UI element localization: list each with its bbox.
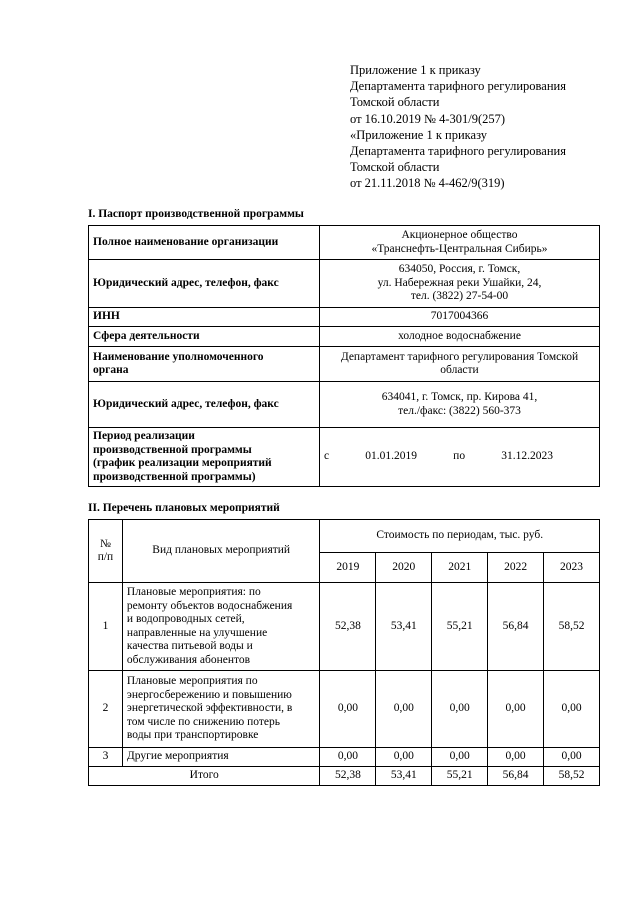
row-label: [89, 347, 320, 382]
cost-cell: 0,00: [432, 671, 488, 748]
table-row: [89, 226, 600, 260]
value-line: ул. Набережная реки Ушайки, 24,: [377, 276, 542, 289]
year-header: 2022: [488, 553, 544, 583]
cost-cell: 0,00: [488, 748, 544, 767]
row-desc: [122, 583, 320, 671]
table-header-row: [89, 520, 600, 553]
value-line: 634041, г. Томск, пр. Кирова 41,: [381, 391, 538, 403]
header-line: п/п: [97, 551, 114, 563]
row-value: [320, 260, 600, 308]
period-value: [320, 428, 600, 487]
value-line: 634050, Россия, г. Томск,: [398, 263, 521, 276]
total-cell: 58,52: [544, 767, 600, 786]
label-line: производственной программы: [93, 443, 252, 456]
row-value: [320, 327, 600, 347]
value-line: «Транснефть-Центральная Сибирь»: [371, 242, 548, 255]
cost-cell: 0,00: [320, 671, 376, 748]
cost-cell: 53,41: [376, 583, 432, 671]
header-line: Томской области: [350, 160, 440, 175]
total-cell: 52,38: [320, 767, 376, 786]
table-row: [89, 748, 600, 767]
cost-cell: 0,00: [544, 748, 600, 767]
desc-line: ремонту объектов водоснабжения: [126, 599, 293, 612]
cost-cell: 0,00: [488, 671, 544, 748]
desc-line: обслуживания абонентов: [126, 653, 251, 666]
row-label: ИНН: [89, 308, 320, 327]
cost-cell: 0,00: [376, 671, 432, 748]
cost-cell: 52,38: [320, 583, 376, 671]
events-table: [88, 519, 600, 786]
header-line: от 21.11.2018 № 4-462/9(319): [350, 176, 505, 191]
desc-line: воды при транспортировке: [126, 729, 259, 742]
period-to-date: 31.12.2023: [501, 450, 553, 463]
passport-table: [88, 225, 600, 487]
table-row: [89, 583, 600, 671]
year-header: 2021: [432, 553, 488, 583]
total-cell: 55,21: [432, 767, 488, 786]
row-num: 1: [89, 583, 123, 671]
header-line: от 16.10.2019 № 4-301/9(257): [350, 111, 506, 126]
total-label: Итого: [89, 767, 320, 786]
desc-line: Плановые мероприятия по: [126, 675, 258, 688]
desc-line: Другие мероприятия: [126, 750, 229, 763]
row-label: Юридический адрес, телефон, факс: [89, 382, 320, 428]
row-num: 2: [89, 671, 123, 748]
value-line: Департамент тарифного регулирования Томской: [340, 350, 579, 363]
header-line: Департамента тарифного регулирования: [350, 144, 566, 159]
label-line: производственной программы): [93, 470, 256, 483]
total-row: [89, 767, 600, 786]
value-line: тел./факс: (3822) 560-373: [398, 404, 521, 417]
period-from-date: 01.01.2019: [365, 450, 418, 463]
total-cell: 53,41: [376, 767, 432, 786]
cost-cell: 0,00: [320, 748, 376, 767]
col-cost-header: Стоимость по периодам, тыс. руб.: [320, 520, 600, 553]
cost-cell: 0,00: [432, 748, 488, 767]
year-header: 2019: [320, 553, 376, 583]
header-line: Департамента тарифного регулирования: [350, 79, 566, 94]
row-value: [320, 308, 600, 327]
desc-line: направленные на улучшение: [126, 626, 268, 639]
period-to-word: по: [453, 450, 466, 463]
header-line: «Приложение 1 к приказу: [350, 127, 488, 142]
header-line: Приложение 1 к приказу: [350, 63, 481, 77]
cost-cell: 0,00: [376, 748, 432, 767]
value-line: холодное водоснабжение: [398, 329, 521, 342]
cost-cell: 0,00: [544, 671, 600, 748]
label-line: органа: [93, 364, 129, 376]
period-label: [89, 428, 320, 487]
table-row: [89, 382, 600, 428]
desc-line: энергосбережению и повышению: [126, 688, 292, 701]
period-from-word: с: [324, 450, 330, 463]
year-header: 2020: [376, 553, 432, 583]
year-header: 2023: [544, 553, 600, 583]
label-line: Наименование уполномоченного: [93, 350, 264, 363]
row-value: [320, 226, 600, 260]
col-num-header: [89, 520, 123, 583]
events-title: II. Перечень плановых мероприятий: [88, 502, 280, 514]
value-line: 7017004366: [430, 310, 489, 323]
table-row: [89, 327, 600, 347]
row-label: Юридический адрес, телефон, факс: [89, 260, 320, 308]
cost-cell: 58,52: [544, 583, 600, 671]
row-label: Полное наименование организации: [89, 226, 320, 260]
desc-line: энергетической эффективности, в: [126, 702, 293, 715]
value-line: Акционерное общество: [401, 229, 518, 241]
label-line: (график реализации мероприятий: [93, 457, 272, 469]
table-row: [89, 347, 600, 382]
table-row: [89, 671, 600, 748]
col-desc-header: Вид плановых мероприятий: [122, 520, 320, 583]
value-line: области: [440, 364, 479, 376]
value-line: тел. (3822) 27-54-00: [410, 290, 509, 303]
desc-line: и водопроводных сетей,: [126, 613, 245, 625]
passport-title: I. Паспорт производственной программы: [88, 208, 304, 220]
appendix-header: [350, 62, 566, 192]
header-line: №: [99, 537, 111, 550]
desc-line: Плановые мероприятия: по: [126, 586, 261, 598]
row-label: Сфера деятельности: [89, 327, 320, 347]
table-row: [89, 260, 600, 308]
table-row: [89, 308, 600, 327]
row-value: [320, 382, 600, 428]
label-line: Период реализации: [93, 430, 195, 442]
desc-line: том числе по снижению потерь: [126, 715, 280, 728]
cost-cell: 55,21: [432, 583, 488, 671]
row-value: [320, 347, 600, 382]
header-line: Томской области: [350, 95, 440, 110]
desc-line: качества питьевой воды и: [126, 640, 253, 652]
total-cell: 56,84: [488, 767, 544, 786]
table-row: [89, 428, 600, 487]
row-desc: [122, 671, 320, 748]
cost-cell: 56,84: [488, 583, 544, 671]
row-num: 3: [89, 748, 123, 767]
row-desc: [122, 748, 320, 767]
